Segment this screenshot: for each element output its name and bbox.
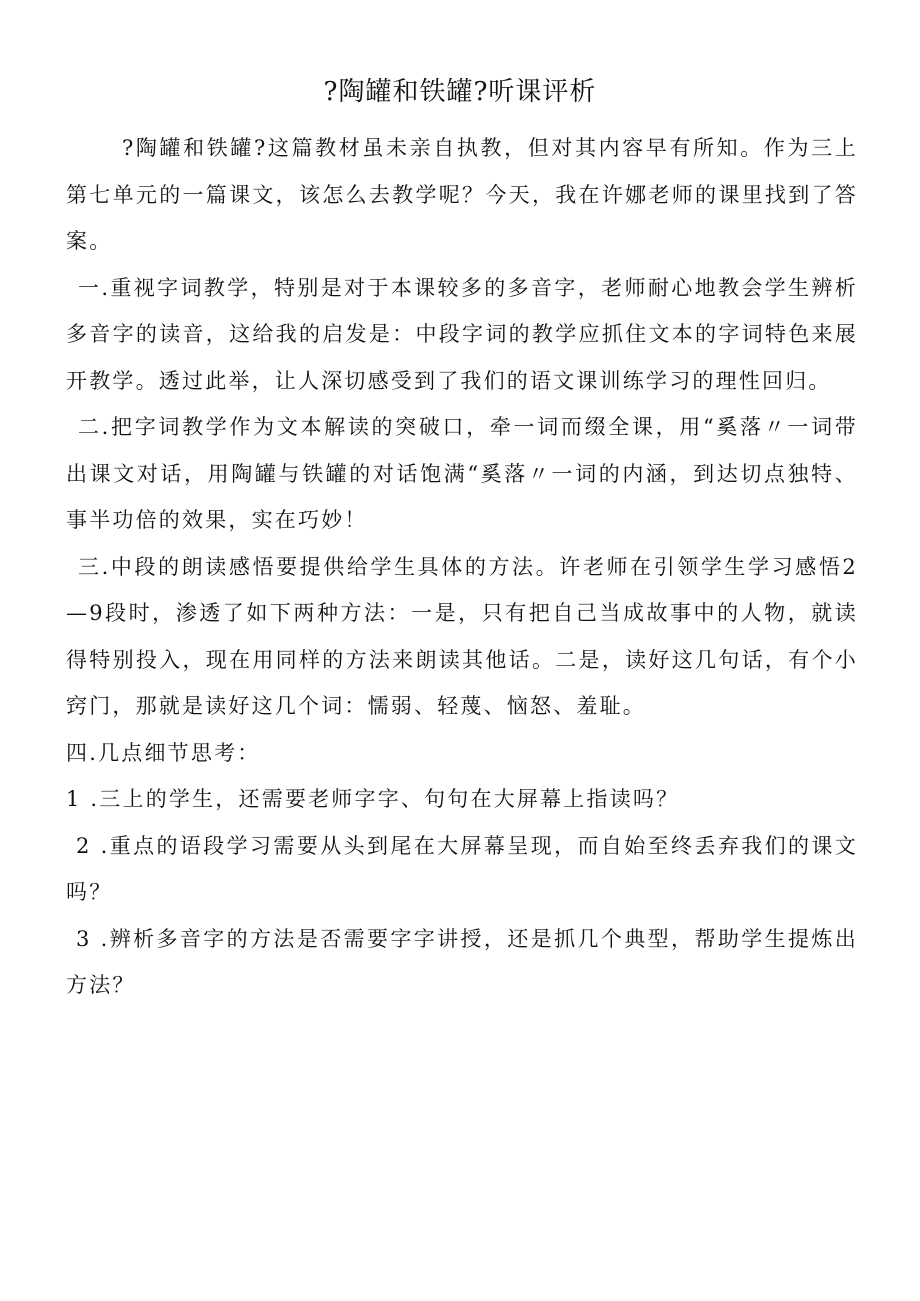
point-four-heading: 四.几点细节思考：	[66, 740, 261, 765]
question-one: 1 .三上的学生，还需要老师字字、句句在大屏幕上指读吗？	[66, 787, 680, 811]
question-two: 2 .重点的语段学习需要从头到尾在大屏幕呈现，而自始至终丢弃我们的课文吗？	[66, 833, 858, 904]
document-body	[66, 125, 858, 1009]
point-one-paragraph: 一.重视字词教学，特别是对于本课较多的多音字，老师耐心地教会学生辨析多音字的读音，这给我的启发是：中段字词的教学应抓住文本的字词特色来展开教学。透过此举，让人深切感受到了我们的语文课训练学习的理性回归。	[66, 275, 858, 393]
point-two-paragraph: 二.把字词教学作为文本解读的突破口，牵一词而缀全课，用“奚落〃一词带出课文对话，用陶罐与铁罐的对话饱满“奚落〃一词的内涵，到达切点独特、事半功倍的效果，实在巧妙！	[66, 415, 858, 532]
document-title: ?陶罐和铁罐?听课评析	[323, 77, 597, 107]
question-three: 3 .辨析多音字的方法是否需要字字讲授，还是抓几个典型，帮助学生提炼出方法？	[66, 926, 858, 997]
intro-paragraph: ?陶罐和铁罐?这篇教材虽未亲自执教，但对其内容早有所知。作为三上第七单元的一篇课文，该怎么去教学呢？今天，我在许娜老师的课里找到了答案。	[66, 136, 858, 253]
point-three-paragraph: 三.中段的朗读感悟要提供给学生具体的方法。许老师在引领学生学习感悟2—9段时，渗透了如下两种方法：一是，只有把自己当成故事中的人物，就读得特别投入，现在用同样的方法来朗读其他话。二是，读好这几句话，有个小窍门，那就是读好这几个词：懦弱、轻蔑、恼怒、羞耻。	[66, 554, 858, 718]
